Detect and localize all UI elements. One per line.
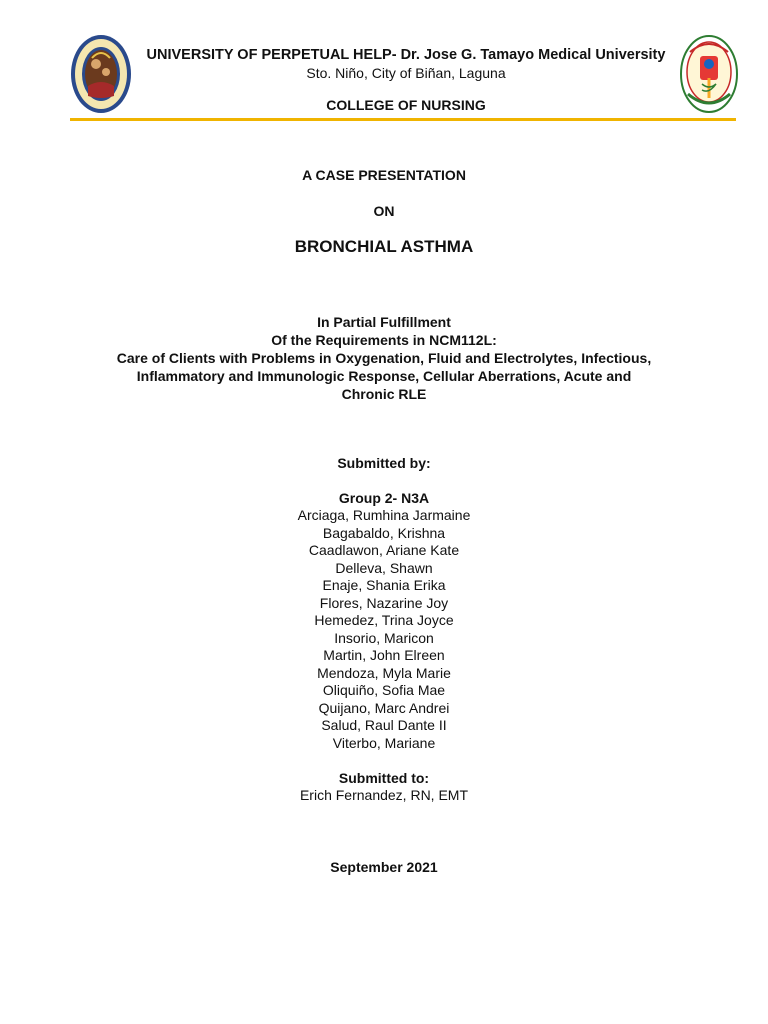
member-name: Delleva, Shawn <box>335 559 433 576</box>
letterhead <box>70 32 738 120</box>
submitted-to-label: Submitted to: <box>338 770 430 786</box>
submitted-by-block <box>0 454 768 752</box>
member-name: Enaje, Shania Erika <box>322 577 446 593</box>
member-name: Hemedez, Trina Joyce <box>314 612 454 628</box>
member-name: Viterbo, Mariane <box>332 734 436 751</box>
fulfillment-line-2: Of the Requirements in NCM112L: <box>271 332 497 348</box>
title-block <box>0 166 768 258</box>
fulfillment-line-1: In Partial Fulfillment <box>317 314 451 330</box>
medical-university-seal-logo <box>680 34 738 114</box>
college-name: COLLEGE OF NURSING <box>326 97 486 113</box>
header-divider <box>70 118 736 121</box>
title-line-1: A CASE PRESENTATION <box>302 167 466 183</box>
fulfillment-line-3: Care of Clients with Problems in Oxygenation, Fluid and Electrolytes, Infectious, <box>116 350 652 366</box>
member-name: Quijano, Marc Andrei <box>318 699 450 716</box>
letterhead-text <box>132 46 680 114</box>
date-block <box>0 858 768 876</box>
university-seal-logo <box>70 34 132 114</box>
member-name: Flores, Nazarine Joy <box>319 594 449 611</box>
fulfillment-line-4: Inflammatory and Immunologic Response, Cellular Aberrations, Acute and <box>136 368 632 384</box>
submitted-to-block <box>0 769 768 805</box>
member-name: Salud, Raul Dante II <box>321 717 447 733</box>
member-name: Oliquiño, Sofia Mae <box>322 682 446 698</box>
member-name: Insorio, Maricon <box>334 629 434 646</box>
case-title: BRONCHIAL ASTHMA <box>294 237 474 256</box>
title-line-2: ON <box>373 203 395 219</box>
member-name: Caadlawon, Ariane Kate <box>308 542 460 558</box>
fulfillment-block <box>0 313 768 403</box>
group-name: Group 2- N3A <box>338 490 430 506</box>
member-name: Bagabaldo, Krishna <box>322 524 446 541</box>
university-address: Sto. Niño, City of Biñan, Laguna <box>306 65 506 81</box>
instructor-name: Erich Fernandez, RN, EMT <box>299 787 469 803</box>
member-name: Martin, John Elreen <box>323 647 445 663</box>
submission-date: September 2021 <box>330 859 438 875</box>
member-name: Arciaga, Rumhina Jarmaine <box>297 507 471 523</box>
submitted-by-label: Submitted by: <box>337 455 431 471</box>
member-name: Mendoza, Myla Marie <box>317 664 451 681</box>
university-name: UNIVERSITY OF PERPETUAL HELP- Dr. Jose G. Tamayo Medical University <box>146 47 666 63</box>
fulfillment-line-5: Chronic RLE <box>341 386 427 402</box>
